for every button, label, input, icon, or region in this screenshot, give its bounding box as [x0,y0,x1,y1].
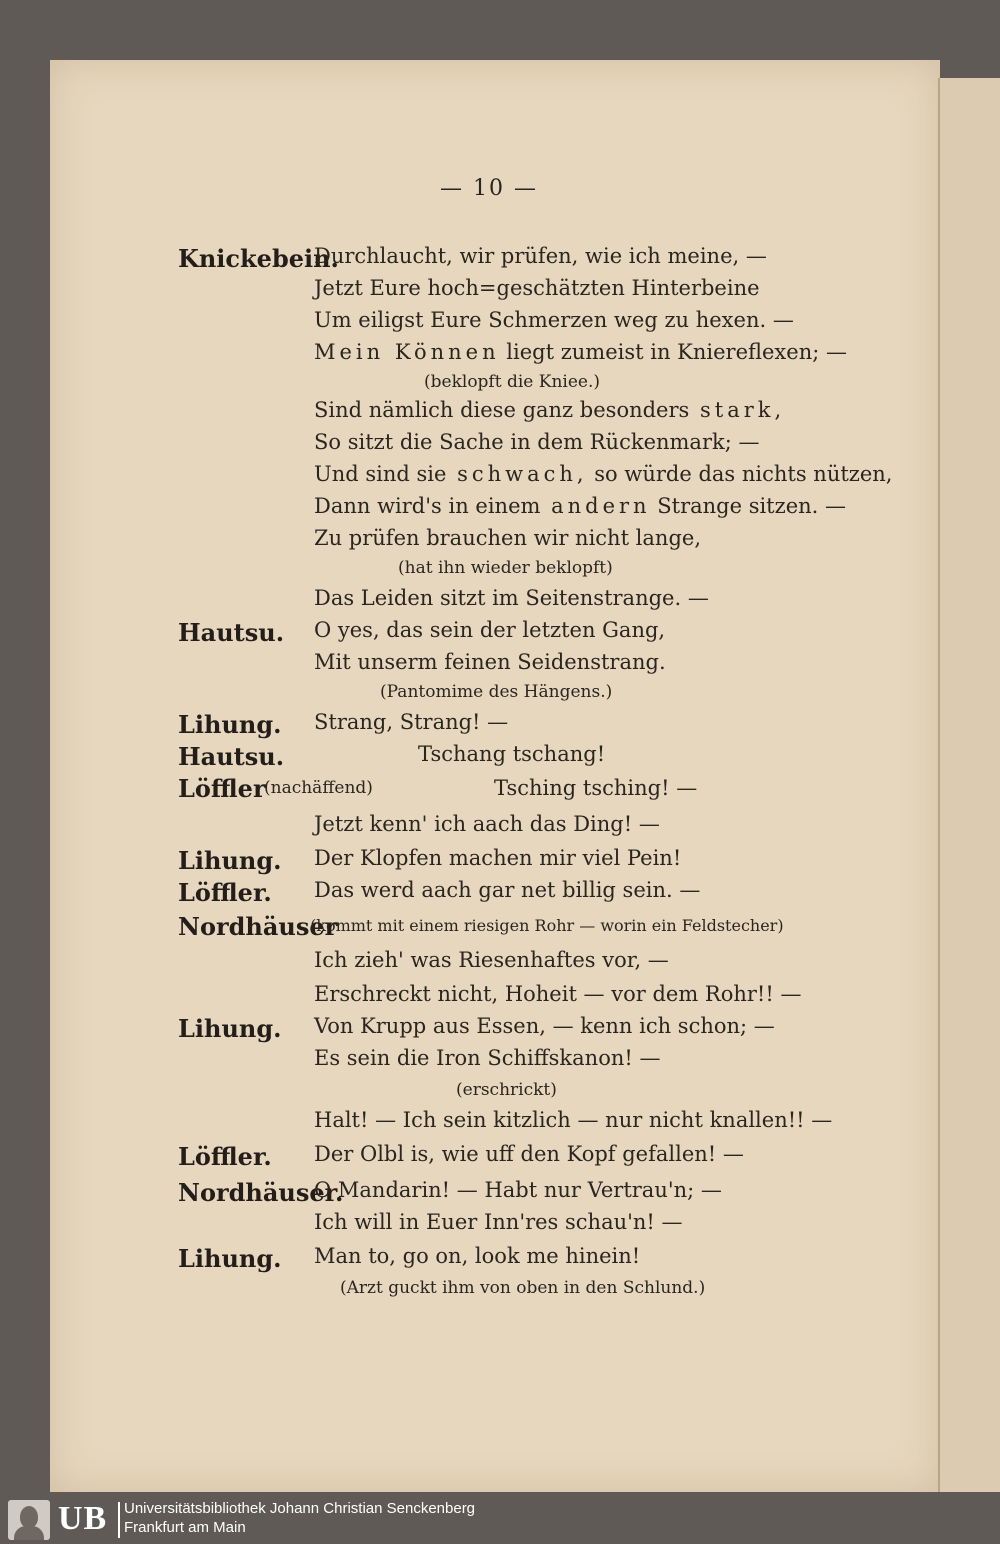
verse-line: Tschang tschang! [418,742,606,766]
speaker-loeffler: Löffler. [178,1142,272,1171]
spaced-emphasis: schwach, [446,462,588,486]
library-portrait-icon [8,1500,50,1540]
spaced-emphasis: andern [540,494,651,518]
verse-line: Man to, go on, look me hinein! [314,1244,641,1268]
verse-line: Zu prüfen brauchen wir nicht lange, [314,526,701,550]
speaker-lihung: Lihung. [178,710,282,739]
institution-name: Universitätsbibliothek Johann Christian Senckenberg [124,1500,476,1517]
verse-line: O yes, das sein der letzten Gang, [314,618,666,642]
speaker-hautsu: Hautsu. [178,742,285,771]
speaker-lihung: Lihung. [178,1014,282,1043]
library-logo: UB [58,1500,108,1537]
speaker-loeffler: Löffler [178,774,266,803]
next-page-edge [938,78,1000,1492]
verse-fragment: Dann wird's in einem [314,494,541,518]
verse-line: Ich zieh' was Riesenhaftes vor, — [314,948,669,972]
verse-fragment: so würde das nichts nützen, [587,462,893,486]
verse-line: Der Olbl is, wie uff den Kopf gefallen! — [314,1142,744,1166]
verse-line: Es sein die Iron Schiffskanon! — [314,1046,661,1070]
stage-direction: (Pantomime des Hängens.) [380,682,613,702]
verse-line: Durchlaucht, wir prüfen, wie ich meine, — [314,244,767,268]
verse-line: Das Leiden sitzt im Seitenstrange. — [314,586,709,610]
speaker-nordhaeuser: Nordhäuser. [178,1178,344,1207]
verse-line: Strang, Strang! — [314,710,509,734]
speaker-loeffler: Löffler. [178,878,272,907]
verse-line: Tsching tsching! — [494,776,698,800]
verse-line: Mit unserm feinen Seidenstrang. [314,650,666,674]
logo-divider [118,1502,120,1538]
portrait-shoulders [14,1526,44,1540]
speaker-lihung: Lihung. [178,1244,282,1273]
verse-line: Halt! — Ich sein kitzlich — nur nicht knallen!! — [314,1108,833,1132]
stage-direction: (beklopft die Kniee.) [424,372,600,392]
spaced-emphasis: stark, [689,398,786,422]
verse-line: Das werd aach gar net billig sein. — [314,878,701,902]
verse-line [314,398,785,422]
spaced-emphasis: Mein Können [314,340,500,364]
verse-line: Jetzt kenn' ich aach das Ding! — [314,812,660,836]
verse-line: Der Klopfen machen mir viel Pein! [314,846,682,870]
page-number: — 10 — [440,176,538,201]
speaker-knickebein: Knickebein. [178,244,339,273]
verse-line: So sitzt die Sache in dem Rückenmark; — [314,430,760,454]
verse-line [314,340,847,364]
speaker-lihung: Lihung. [178,846,282,875]
verse-fragment: liegt zumeist in Kniereflexen; — [499,340,847,364]
verse-line: Von Krupp aus Essen, — kenn ich schon; — [314,1014,775,1038]
verse-line [314,462,892,486]
verse-line: Erschreckt nicht, Hoheit — vor dem Rohr!! — [314,982,802,1006]
speaker-nordhaeuser: Nordhäuser [178,912,338,941]
verse-fragment: Strange sitzen. — [650,494,846,518]
verse-line: O Mandarin! — Habt nur Vertrau'n; — [314,1178,722,1202]
stage-direction: (kommt mit einem riesigen Rohr — worin ein Feldstecher) [310,916,784,935]
stage-direction: (Arzt guckt ihm von oben in den Schlund.) [340,1278,706,1298]
verse-fragment: Und sind sie [314,462,447,486]
portrait-head [20,1506,38,1528]
verse-line [314,494,846,518]
stage-direction: (hat ihn wieder beklopft) [398,558,613,578]
speaker-hautsu: Hautsu. [178,618,285,647]
verse-line: Ich will in Euer Inn'res schau'n! — [314,1210,683,1234]
verse-line: Jetzt Eure hoch=geschätzten Hinterbeine [314,276,760,300]
stage-direction: (nachäffend) [264,778,373,798]
verse-fragment: Sind nämlich diese ganz besonders [314,398,690,422]
stage-direction: (erschrickt) [456,1080,557,1100]
institution-location: Frankfurt am Main [124,1519,246,1536]
verse-line: Um eiligst Eure Schmerzen weg zu hexen. — [314,308,794,332]
